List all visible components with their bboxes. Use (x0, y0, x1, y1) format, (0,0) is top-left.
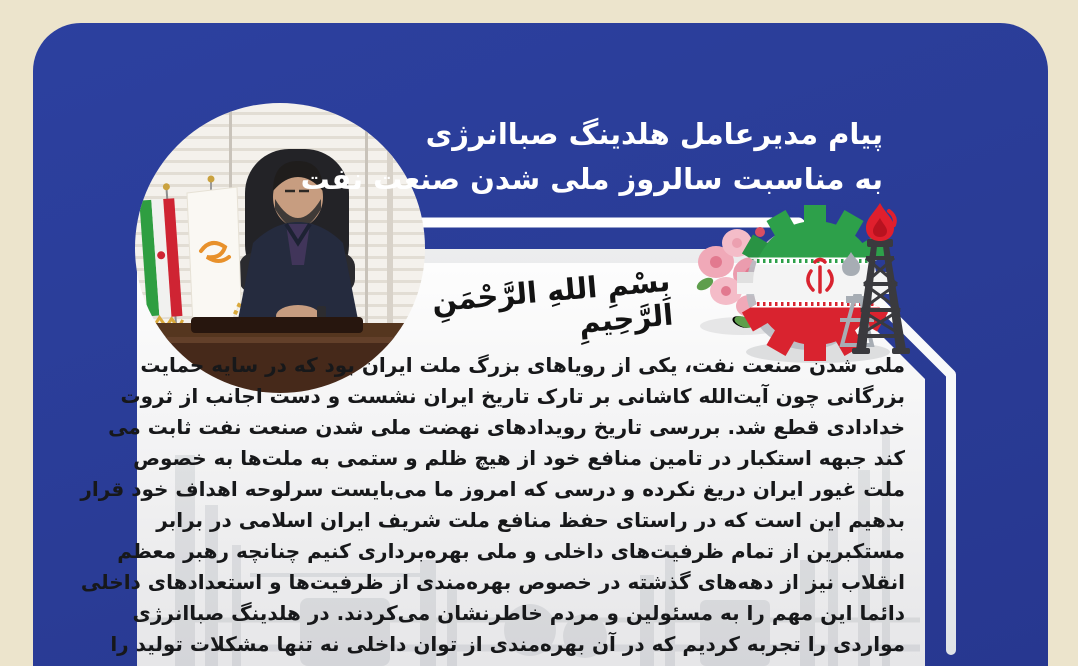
body-line: انقلاب نیز از دهه‌های گذشته در خصوص بهره‌مندی از ظرفیت‌ها و استعدادهای داخلی (80, 570, 905, 594)
title-line-1: پیام مدیرعامل هلدینگ صباانرژی (425, 117, 883, 151)
flame-icon (866, 203, 895, 241)
body-line: خدادادی قطع شد. بررسی تاریخ رویدادهای نهضت ملی شدن صنعت نفت ثابت می (108, 415, 905, 439)
title-line-2: به مناسبت سالروز ملی شدن صنعت نفت (300, 162, 883, 196)
body-line: مستکبرین از تمام ظرفیت‌های داخلی و ملی بهره‌برداری کنیم چنانچه رهبر معظم (117, 539, 905, 563)
body-line: بدهیم این است که در راستای حفظ منافع ملت شریف ایران اسلامی در برابر (156, 508, 905, 532)
body-line: مواردی را تجربه کردیم که در آن بهره‌مندی از توان داخلی نه تنها مشکلات تولید را (110, 632, 905, 656)
message-body (80, 350, 905, 660)
body-line: بزرگانی چون آیت‌الله کاشانی بر تارک تاریخ ایران نشست و دست اجانب از ثروت (120, 384, 905, 408)
body-line: ملی شدن صنعت نفت، یکی از رویاهای بزرگ ملت ایران بود که در سایه حمایت (140, 353, 905, 377)
body-line: کند جبهه استکبار در تامین منافع خود از هیچ ظلم و ستمی به ملت‌ها به خصوص (133, 446, 905, 470)
body-line: دائما این مهم را به مسئولین و مردم خاطرنشان می‌کردند. در هلدینگ صباانرژی (132, 601, 905, 625)
poster-title (301, 112, 883, 202)
body-line: ملت غیور ایران دریغ نکرده و درسی که امروز ما می‌بایست سرلوحه اهداف خود قرار (80, 477, 905, 501)
bismillah-calligraphy: بِسْمِ اللهِ الرَّحْمَنِ الرَّحِيمِ (430, 263, 675, 340)
